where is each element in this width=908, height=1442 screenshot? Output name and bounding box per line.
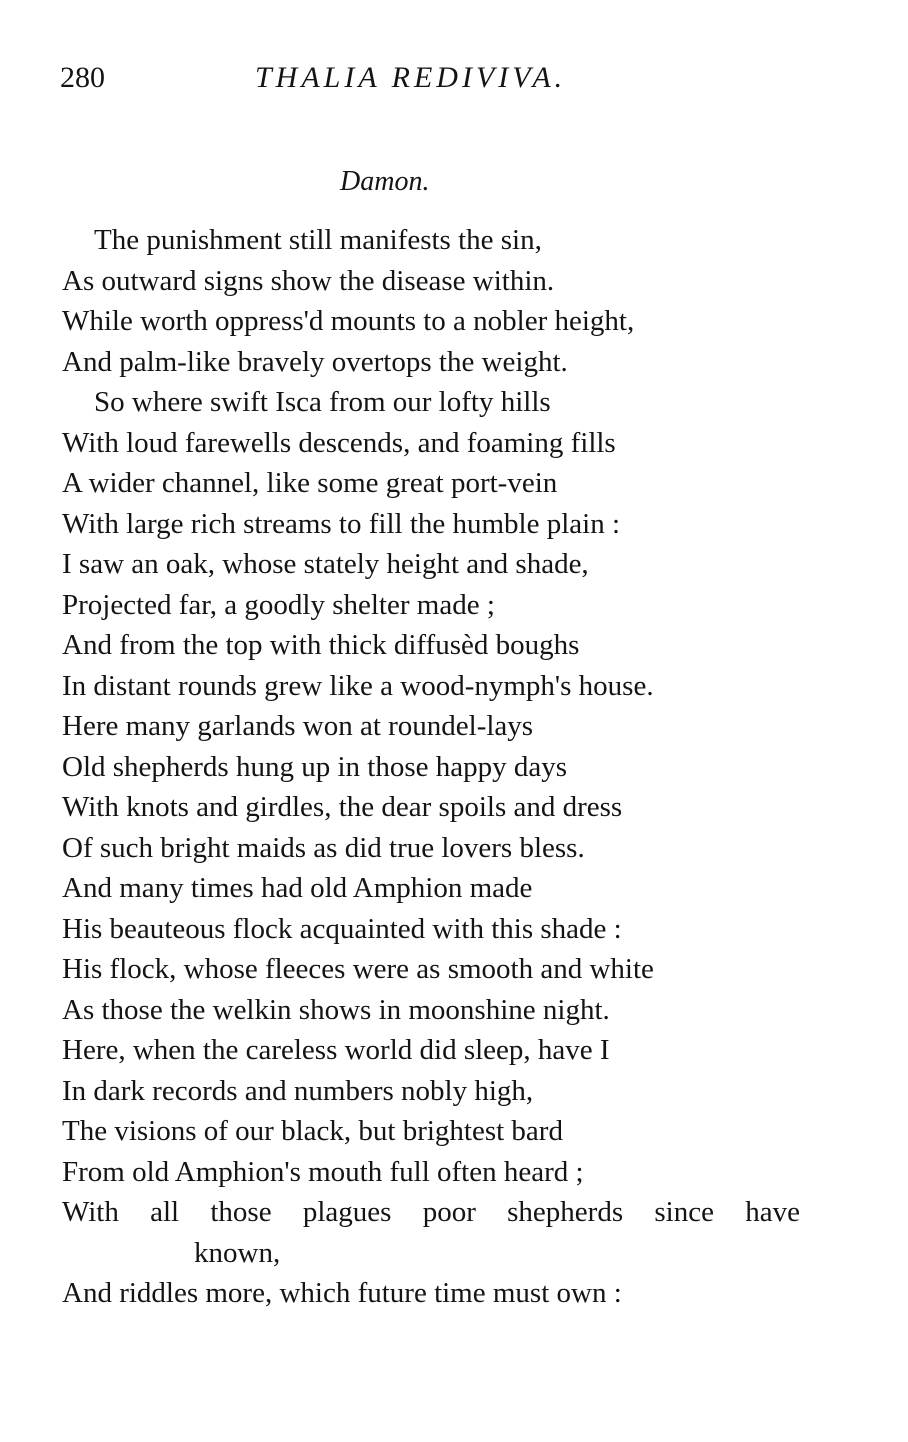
poem-line: As outward signs show the disease within. — [62, 264, 555, 297]
page-number: 280 — [60, 61, 105, 94]
poem-line: Projected far, a goodly shelter made ; — [62, 588, 495, 621]
poem-line: With loud farewells descends, and foaming fills — [62, 426, 616, 459]
poem-line-justified — [62, 1192, 800, 1233]
poem-line: The punishment still manifests the sin, — [94, 224, 542, 256]
poem-word: those — [210, 1196, 272, 1228]
poem-line: The visions of our black, but brightest bard — [62, 1115, 563, 1147]
poem-line: With knots and girdles, the dear spoils and dress — [62, 791, 623, 823]
poem-line: And palm-like bravely overtops the weight. — [62, 345, 568, 378]
poem-line: In dark records and numbers nobly high, — [62, 1074, 534, 1107]
poem-line: While worth oppress'd mounts to a nobler height, — [62, 305, 635, 337]
poem-word: poor — [422, 1196, 476, 1228]
poem-word: shepherds — [507, 1196, 624, 1228]
poem-line: A wider channel, like some great port-vein — [62, 467, 558, 499]
poem-line-turnover: known, — [194, 1236, 281, 1269]
poem-line: I saw an oak, whose stately height and shade, — [62, 548, 589, 580]
poem-line: His flock, whose fleeces were as smooth and white — [62, 953, 654, 985]
poem-line: As those the welkin shows in moonshine night. — [62, 993, 610, 1026]
poem-line: His beauteous flock acquainted with this shade : — [62, 912, 622, 945]
poem-line: Of such bright maids as did true lovers bless. — [62, 831, 585, 864]
poem-word: have — [745, 1196, 800, 1228]
poem-word: all — [150, 1196, 180, 1228]
poem-line: And riddles more, which future time must own : — [62, 1277, 622, 1309]
poem-line: In distant rounds grew like a wood-nymph's house. — [62, 669, 654, 702]
poem-line: Here, when the careless world did sleep, have I — [62, 1034, 610, 1066]
poem-line: And many times had old Amphion made — [62, 872, 533, 904]
poem — [62, 220, 852, 1314]
poem-line: Here many garlands won at roundel-lays — [62, 710, 534, 742]
poem-line: And from the top with thick diffusèd boughs — [62, 629, 580, 661]
poem-word: plagues — [302, 1196, 392, 1228]
poem-line: With large rich streams to fill the humble plain : — [62, 507, 621, 540]
poem-word: since — [654, 1196, 714, 1228]
poem-word: With — [62, 1196, 119, 1228]
poem-line: So where swift Isca from our lofty hills — [94, 386, 551, 418]
running-title: THALIA REDIVIVA. — [255, 61, 567, 94]
running-head — [60, 58, 640, 98]
speaker-heading: Damon. — [340, 166, 430, 197]
poem-line: Old shepherds hung up in those happy days — [62, 750, 568, 783]
poem-line: From old Amphion's mouth full often heard ; — [62, 1155, 584, 1188]
